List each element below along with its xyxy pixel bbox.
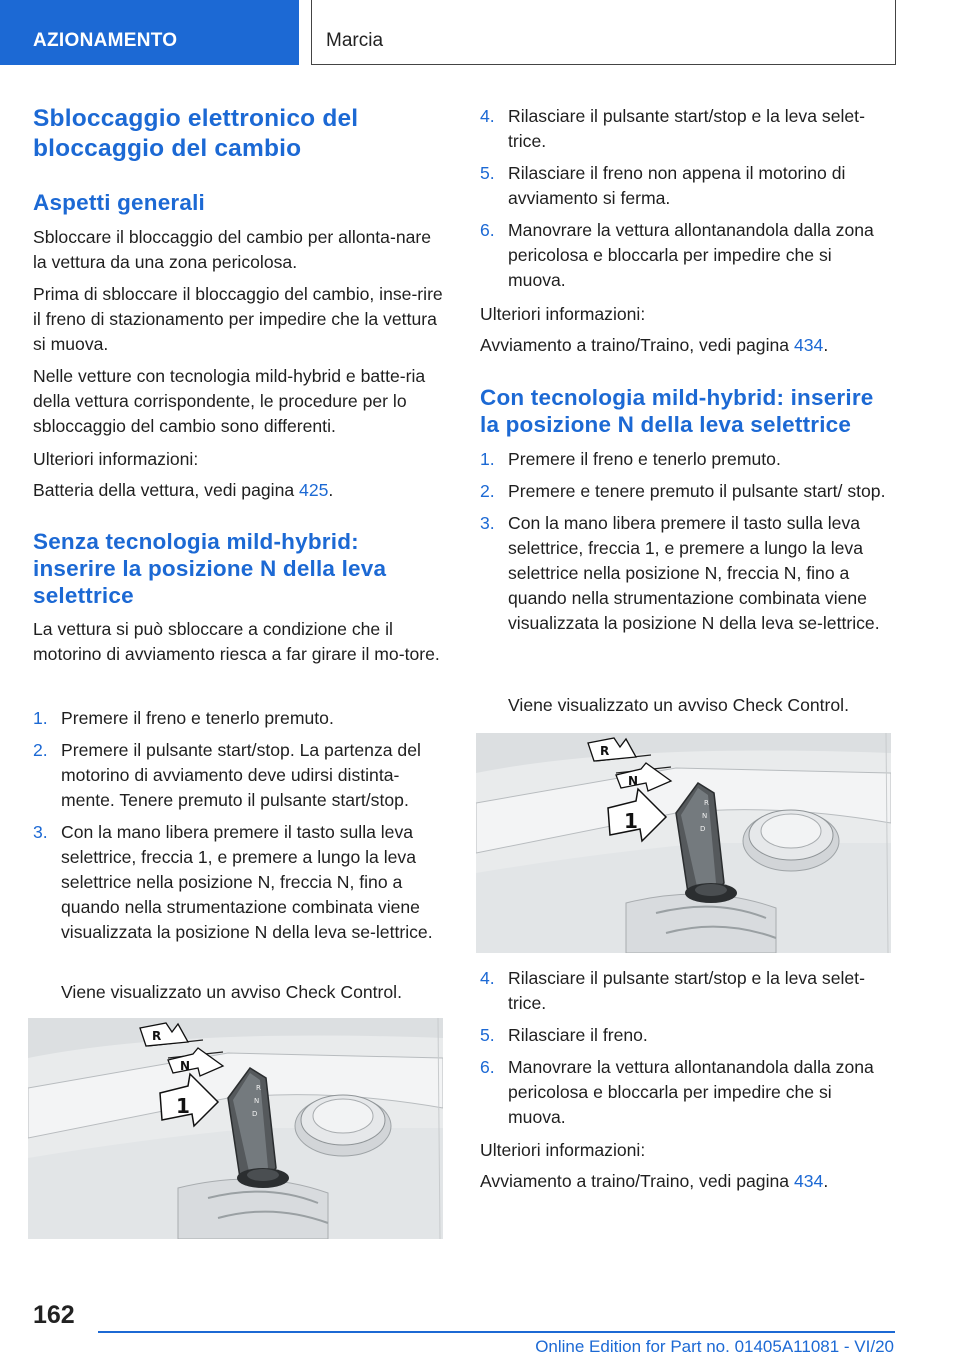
gear-mark-n: N [254,1097,260,1105]
reference-text: Avviamento a traino/Traino, vedi pagina [480,1171,790,1191]
chapter-title: Marcia [311,0,896,65]
step-text: Con la mano libera premere il tasto sulla leva selettrice, freccia 1, e premere a lungo la leva selettrice nella posizione N, freccia N, fino a quando nella strumentazione combinata viene visualizzata la posizione N della leva se-lettrice. [61,822,433,942]
step-number: 2. [480,481,495,501]
without-mh-intro: La vettura si può sbloccare a condizione che il motorino di avviamento riesca a far girare il mo-tore. [33,619,440,664]
reference-text: Avviamento a traino/Traino, vedi pagina [480,335,790,355]
general-paragraph-3: Nelle vetture con tecnologia mild-hybrid e batte-ria della vettura corrispondente, le procedure per lo sbloccaggio del cambio sono differenti. [33,366,426,436]
list-item [480,161,894,211]
step-number: 3. [33,822,48,842]
page-number: 162 [33,1301,75,1329]
step-text: Rilasciare il pulsante start/stop e la leva selet-trice. [508,968,865,1013]
step-text: Con la mano libera premere il tasto sulla leva selettrice, freccia 1, e premere a lungo la leva selettrice nella posizione N, freccia N, fino a quando nella strumentazione combinata viene visualizzata la posizione N della leva se-lettrice. [508,513,880,633]
label-n: N [628,774,639,788]
step-number: 4. [480,106,495,126]
list-item [480,511,894,636]
gear-mark-n: N [702,812,708,820]
footer-edition: Online Edition for Part no. 01405A11081 - VI/20 [535,1337,894,1356]
list-item [480,447,894,472]
general-paragraph-2: Prima di sbloccare il bloccaggio del cambio, inse-rire il freno di stazionamento per impedire che la vettura si muova. [33,284,443,354]
gear-mark-d: D [252,1110,258,1118]
label-r: R [152,1029,162,1043]
without-mh-steps-continued [480,104,894,300]
heading-with-mild-hybrid: Con tecnologia mild-hybrid: inserire la posizione N della leva selettrice [480,385,874,437]
step-number: 1. [33,708,48,728]
gear-mark-r: R [704,799,709,807]
reference-end: . [823,1171,829,1191]
reference-end: . [328,480,334,500]
step-text: Rilasciare il freno non appena il motorino di avviamento si ferma. [508,163,846,208]
with-mh-steps-continued [480,966,894,1137]
page-link-425[interactable]: 425 [299,480,329,500]
more-info-label: Ulteriori informazioni: [33,449,199,469]
gear-mark-d: D [700,825,706,833]
section-tab: AZIONAMENTO [0,0,299,65]
footer-divider [98,1331,895,1333]
reference-end: . [823,335,829,355]
heading-general: Aspetti generali [33,190,205,215]
list-item [33,738,447,813]
step-text: Premere e tenere premuto il pulsante start/ stop. [508,481,886,501]
step-number: 1. [480,449,495,469]
step-number: 2. [33,740,48,760]
step-text: Premere il freno e tenerlo premuto. [61,708,334,728]
step-number: 3. [480,513,495,533]
step-number: 6. [480,1057,495,1077]
step-text: Rilasciare il freno. [508,1025,648,1045]
step-text: Premere il pulsante start/stop. La partenza del motorino di avviamento deve udirsi distinta-mente. Tenere premuto il pulsante start/stop. [61,740,421,810]
without-mh-steps [33,706,447,952]
reference-text: Batteria della vettura, vedi pagina [33,480,295,500]
page-link-434[interactable]: 434 [793,1171,824,1191]
step-text: Rilasciare il pulsante start/stop e la leva selet-trice. [508,106,865,151]
check-control-note: Viene visualizzato un avviso Check Control. [61,982,402,1002]
step-number: 4. [480,968,495,988]
list-item [480,966,894,1016]
step-number: 6. [480,220,495,240]
check-control-note: Viene visualizzato un avviso Check Control. [508,695,849,715]
step-text: Manovrare la vettura allontanandola dalla zona pericolosa e bloccarla per impedire che si muova. [508,220,874,290]
step-text: Manovrare la vettura allontanandola dalla zona pericolosa e bloccarla per impedire che si muova. [508,1057,874,1127]
list-item [480,479,894,504]
gear-selector-drawing [28,1018,443,1239]
list-item [480,104,894,154]
page-title: Sbloccaggio elettronico del bloccaggio del cambio [33,105,359,162]
with-mh-steps [480,447,894,643]
reference-towing [480,1169,828,1194]
gear-selector-illustration [476,733,891,953]
label-r: R [600,744,610,758]
list-item [480,1055,894,1130]
step-number: 5. [480,163,495,183]
general-paragraph-1: Sbloccare il bloccaggio del cambio per allonta-nare la vettura da una zona pericolosa. [33,227,432,272]
list-item [33,706,447,731]
gear-selector-drawing [476,733,891,953]
reference-battery [33,478,333,503]
label-1: 1 [176,1094,190,1118]
list-item [480,1023,894,1048]
step-number: 5. [480,1025,495,1045]
heading-without-mild-hybrid: Senza tecnologia mild-hybrid: inserire la posizione N della leva selettrice [33,529,387,608]
list-item [33,820,447,945]
more-info-label: Ulteriori informazioni: [480,1140,646,1160]
reference-towing [480,333,828,358]
step-text: Premere il freno e tenerlo premuto. [508,449,781,469]
page-link-434[interactable]: 434 [793,335,824,355]
gear-selector-illustration [28,1018,443,1239]
more-info-label: Ulteriori informazioni: [480,304,646,324]
gear-mark-r: R [256,1084,261,1092]
list-item [480,218,894,293]
label-1: 1 [624,809,638,833]
label-n: N [180,1059,191,1073]
